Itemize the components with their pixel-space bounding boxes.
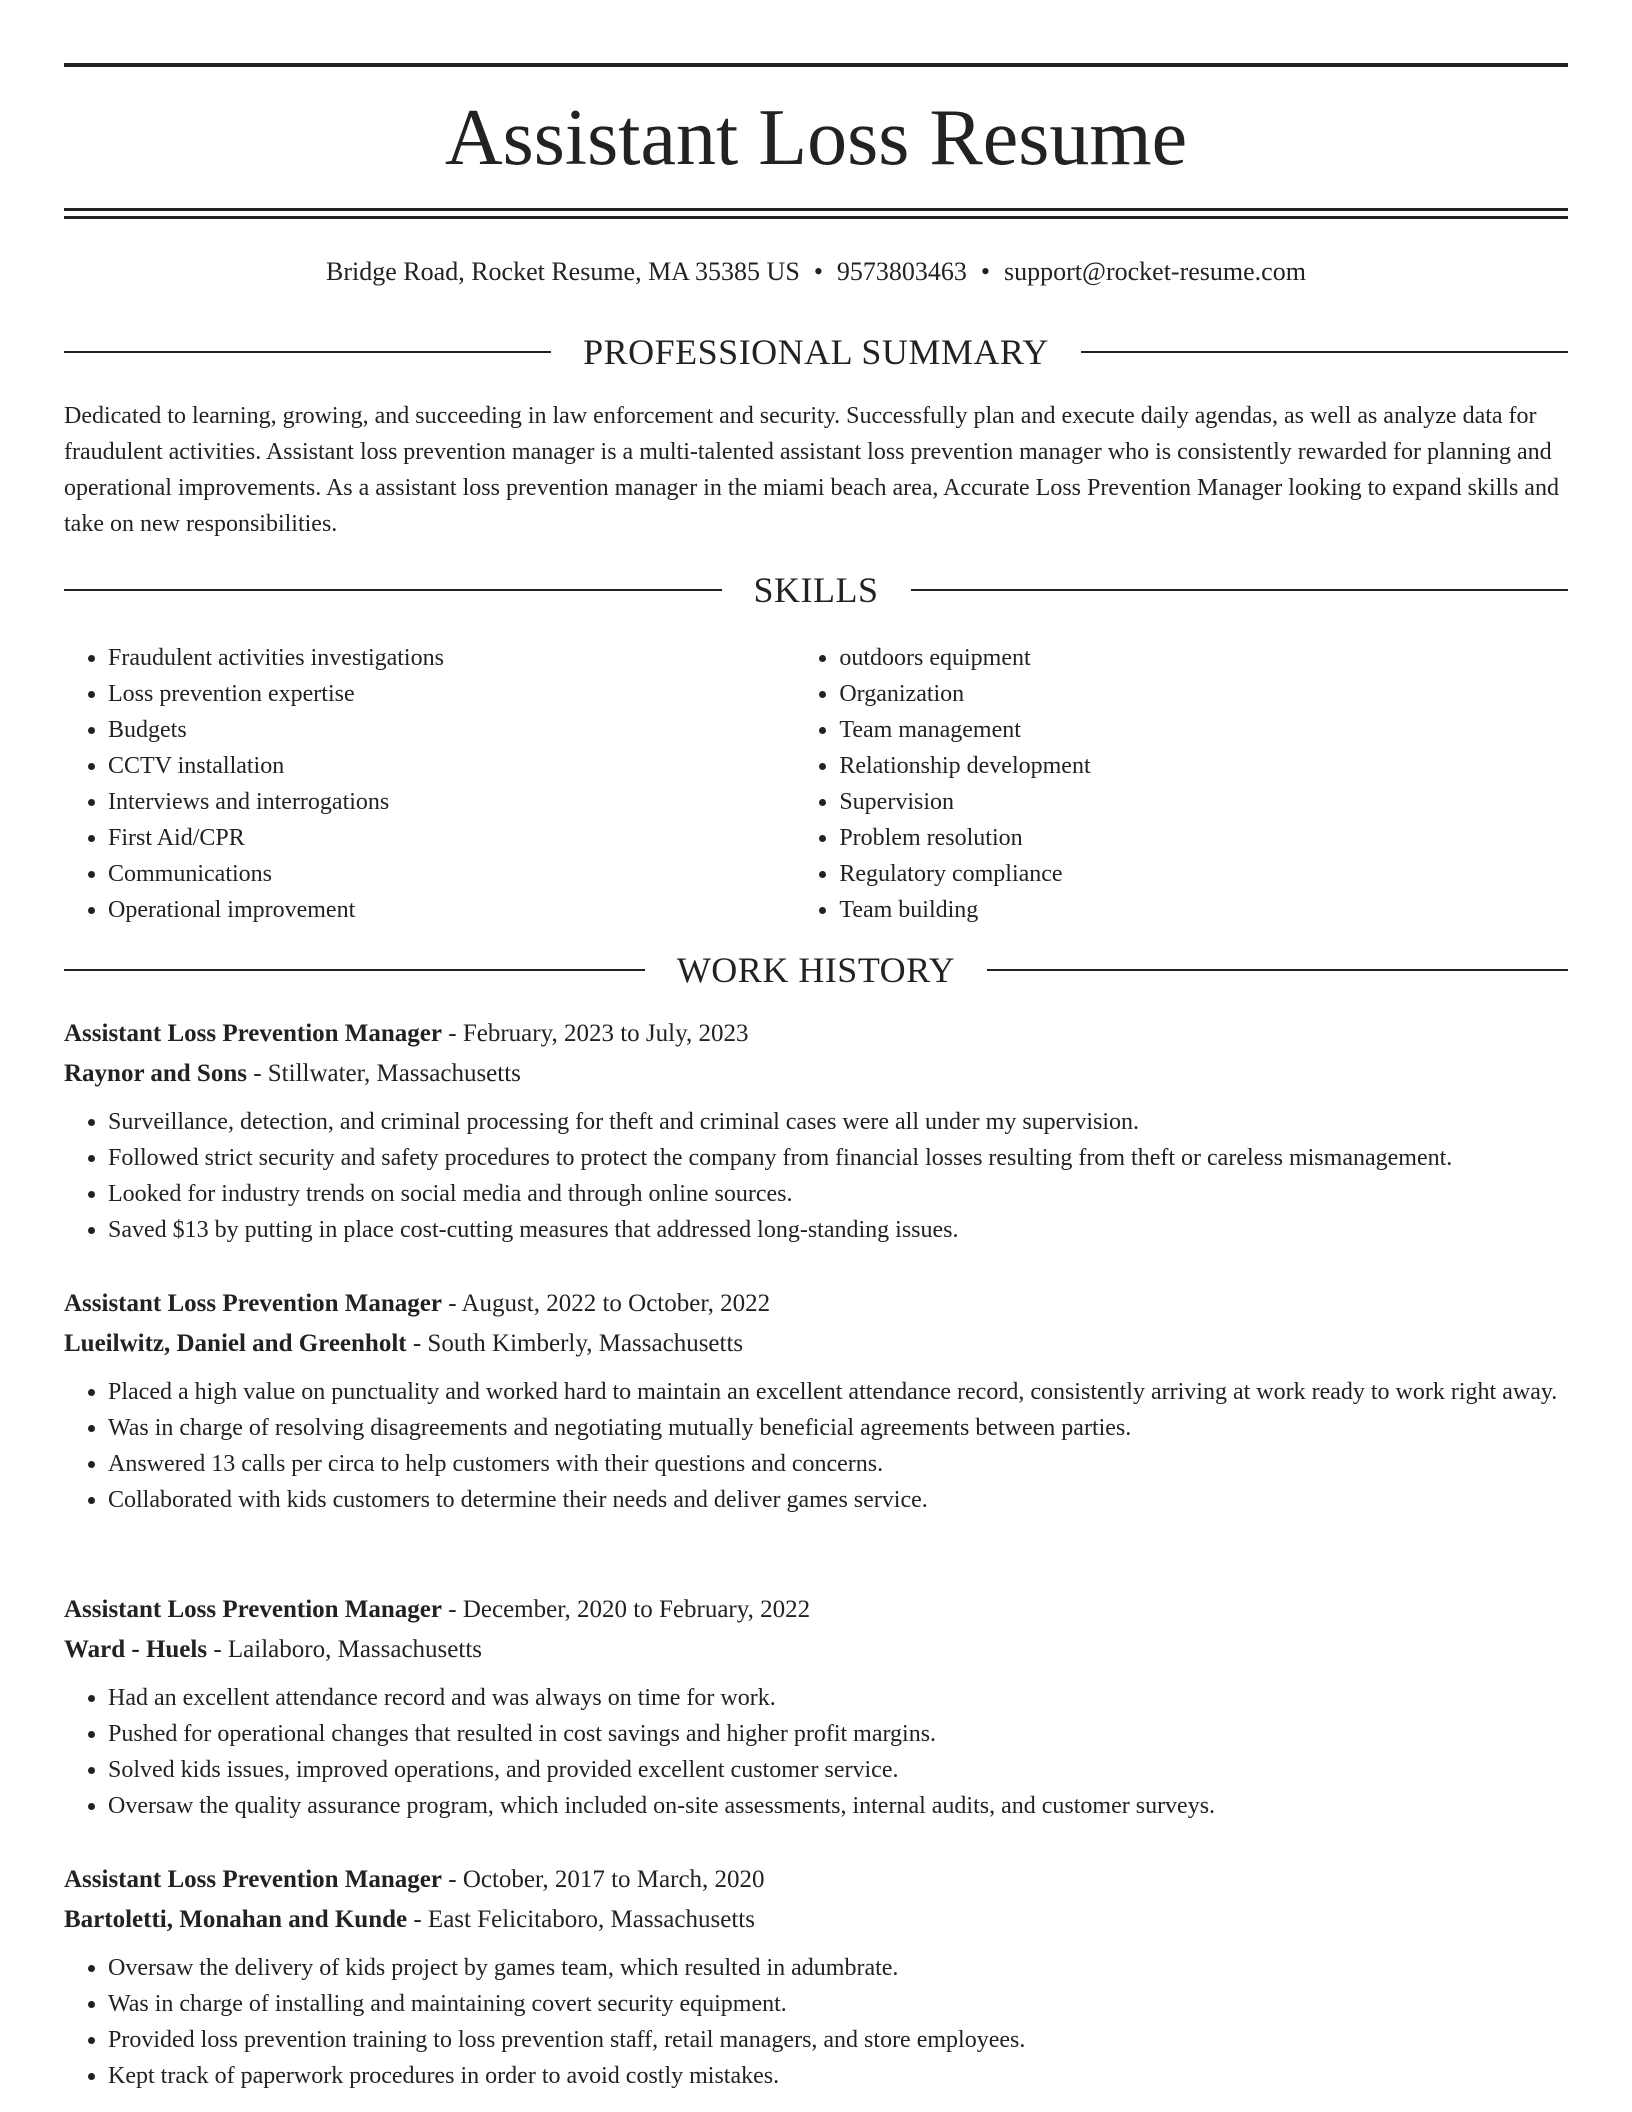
job-company-line	[64, 1324, 1568, 1364]
job-bullet: • Oversaw the quality assurance program, which included on-site assessments, internal audits, and customer surveys.	[108, 1788, 1568, 1824]
job-bullets	[64, 1374, 1568, 1518]
job-bullet: • Was in charge of resolving disagreements and negotiating mutually beneficial agreements between parties.	[108, 1410, 1568, 1446]
job-location: - East Felicitaboro, Massachusetts	[407, 1906, 755, 1933]
job-bullet: • Oversaw the delivery of kids project by games team, which resulted in adumbrate.	[108, 1950, 1568, 1986]
resume-title: Assistant Loss Resume	[444, 94, 1188, 182]
skills-column-left	[64, 640, 795, 928]
job-dates: - February, 2023 to July, 2023	[442, 1020, 749, 1047]
skills-column-right	[795, 640, 1568, 928]
job-company-line	[64, 1900, 1568, 1940]
skill-item: • First Aid/CPR	[108, 820, 795, 856]
skill-item: • CCTV installation	[108, 748, 795, 784]
job-title-line	[64, 1590, 1568, 1630]
skill-item: • Communications	[108, 856, 795, 892]
job-company-line	[64, 1054, 1568, 1094]
job-location: - South Kimberly, Massachusetts	[406, 1330, 744, 1357]
job-title-line	[64, 1284, 1568, 1324]
job-bullet: • Answered 13 calls per circa to help customers with their questions and concerns.	[108, 1446, 1568, 1482]
heading-rule-left	[64, 351, 551, 353]
skill-item: • Fraudulent activities investigations	[108, 640, 795, 676]
job-bullet: • Was in charge of installing and maintaining covert security equipment.	[108, 1986, 1568, 2022]
heading-rule-right	[987, 969, 1568, 971]
job-bullets	[64, 1950, 1568, 2094]
job-bullet: • Kept track of paperwork procedures in order to avoid costly mistakes.	[108, 2058, 1568, 2094]
job-title: Assistant Loss Prevention Manager	[64, 1596, 443, 1623]
skill-item: • Loss prevention expertise	[108, 676, 795, 712]
job-bullets	[64, 1104, 1568, 1248]
job-company: Raynor and Sons	[64, 1060, 247, 1087]
heading-rule-right	[911, 589, 1569, 591]
contact-separator: •	[980, 257, 991, 286]
skill-item: • Operational improvement	[108, 892, 795, 928]
heading-rule-right	[1081, 351, 1568, 353]
job-location: - Stillwater, Massachusetts	[246, 1060, 521, 1087]
job-company: Bartoletti, Monahan and Kunde	[64, 1906, 408, 1933]
skill-item: • Problem resolution	[839, 820, 1568, 856]
skill-item: • Team management	[839, 712, 1568, 748]
contact-separator: •	[813, 257, 823, 286]
title-rule-upper	[64, 208, 1568, 211]
heading-rule-left	[64, 589, 722, 591]
job-entry	[64, 1284, 1568, 1518]
job-bullet: • Pushed for operational changes that resulted in cost savings and higher profit margins.	[108, 1716, 1568, 1752]
job-bullet: • Saved $13 by putting in place cost-cutting measures that addressed long-standing issues.	[108, 1212, 1568, 1248]
job-bullet: • Surveillance, detection, and criminal processing for theft and criminal cases were all under my supervision.	[108, 1104, 1568, 1140]
job-bullet: • Had an excellent attendance record and was always on time for work.	[108, 1680, 1568, 1716]
section-title: SKILLS	[753, 570, 879, 610]
job-dates: - October, 2017 to March, 2020	[442, 1866, 765, 1893]
job-bullet: • Solved kids issues, improved operations, and provided excellent customer service.	[108, 1752, 1568, 1788]
job-title: Assistant Loss Prevention Manager	[64, 1866, 443, 1893]
title-rule-lower	[64, 216, 1568, 219]
contact-phone: 9573803463	[836, 257, 967, 286]
job-location: - Lailaboro, Massachusetts	[207, 1636, 483, 1663]
summary-text: Dedicated to learning, growing, and succeeding in law enforcement and security. Successfully plan and execute daily agendas, as well as analyze data for fraudulent activities. Assistant loss prevention manager is a multi-talented assistant loss prevention manager who is consistently rewarded for planning and operational improvements. As a assistant loss prevention manager in the miami beach area, Accurate Loss Prevention Manager looking to expand skills and take on new responsibilities.	[64, 403, 1559, 537]
skill-item: • Relationship development	[839, 748, 1568, 784]
skill-item: • Interviews and interrogations	[108, 784, 795, 820]
section-title: WORK HISTORY	[676, 950, 956, 990]
section-heading-work	[64, 948, 1568, 992]
job-entry	[64, 1590, 1568, 1824]
job-dates: - December, 2020 to February, 2022	[442, 1596, 811, 1623]
skill-item: • Organization	[839, 676, 1568, 712]
job-bullet: • Followed strict security and safety procedures to protect the company from financial losses resulting from theft or careless mismanagement.	[108, 1140, 1568, 1176]
job-title-line	[64, 1014, 1568, 1054]
top-rule	[64, 63, 1568, 67]
section-title: PROFESSIONAL SUMMARY	[583, 332, 1049, 372]
contact-address: Bridge Road, Rocket Resume, MA 35385 US	[326, 257, 800, 286]
section-heading-skills	[64, 568, 1568, 612]
skill-item: • Regulatory compliance	[839, 856, 1568, 892]
skill-item: • Team building	[839, 892, 1568, 928]
job-title: Assistant Loss Prevention Manager	[64, 1290, 443, 1317]
job-dates: - August, 2022 to October, 2022	[442, 1290, 771, 1317]
job-bullet: • Placed a high value on punctuality and worked hard to maintain an excellent attendance record, consistently arriving at work ready to work right away.	[108, 1374, 1568, 1410]
job-company: Ward - Huels	[64, 1636, 208, 1663]
job-title-line	[64, 1860, 1568, 1900]
heading-rule-left	[64, 969, 645, 971]
job-company-line	[64, 1630, 1568, 1670]
skill-item: • Budgets	[108, 712, 795, 748]
contact-line	[64, 254, 1568, 290]
section-heading-summary	[64, 330, 1568, 374]
contact-email: support@rocket-resume.com	[1004, 257, 1306, 286]
skill-item: • outdoors equipment	[839, 640, 1568, 676]
job-bullet: • Collaborated with kids customers to determine their needs and deliver games service.	[108, 1482, 1568, 1518]
job-company: Lueilwitz, Daniel and Greenholt	[64, 1330, 407, 1357]
job-entry	[64, 1014, 1568, 1248]
job-entry	[64, 1860, 1568, 2094]
skill-item: • Supervision	[839, 784, 1568, 820]
job-bullet: • Looked for industry trends on social media and through online sources.	[108, 1176, 1568, 1212]
job-title: Assistant Loss Prevention Manager	[64, 1020, 443, 1047]
job-bullet: • Provided loss prevention training to loss prevention staff, retail managers, and store employees.	[108, 2022, 1568, 2058]
skills-list	[64, 640, 1568, 928]
job-bullets	[64, 1680, 1568, 1824]
